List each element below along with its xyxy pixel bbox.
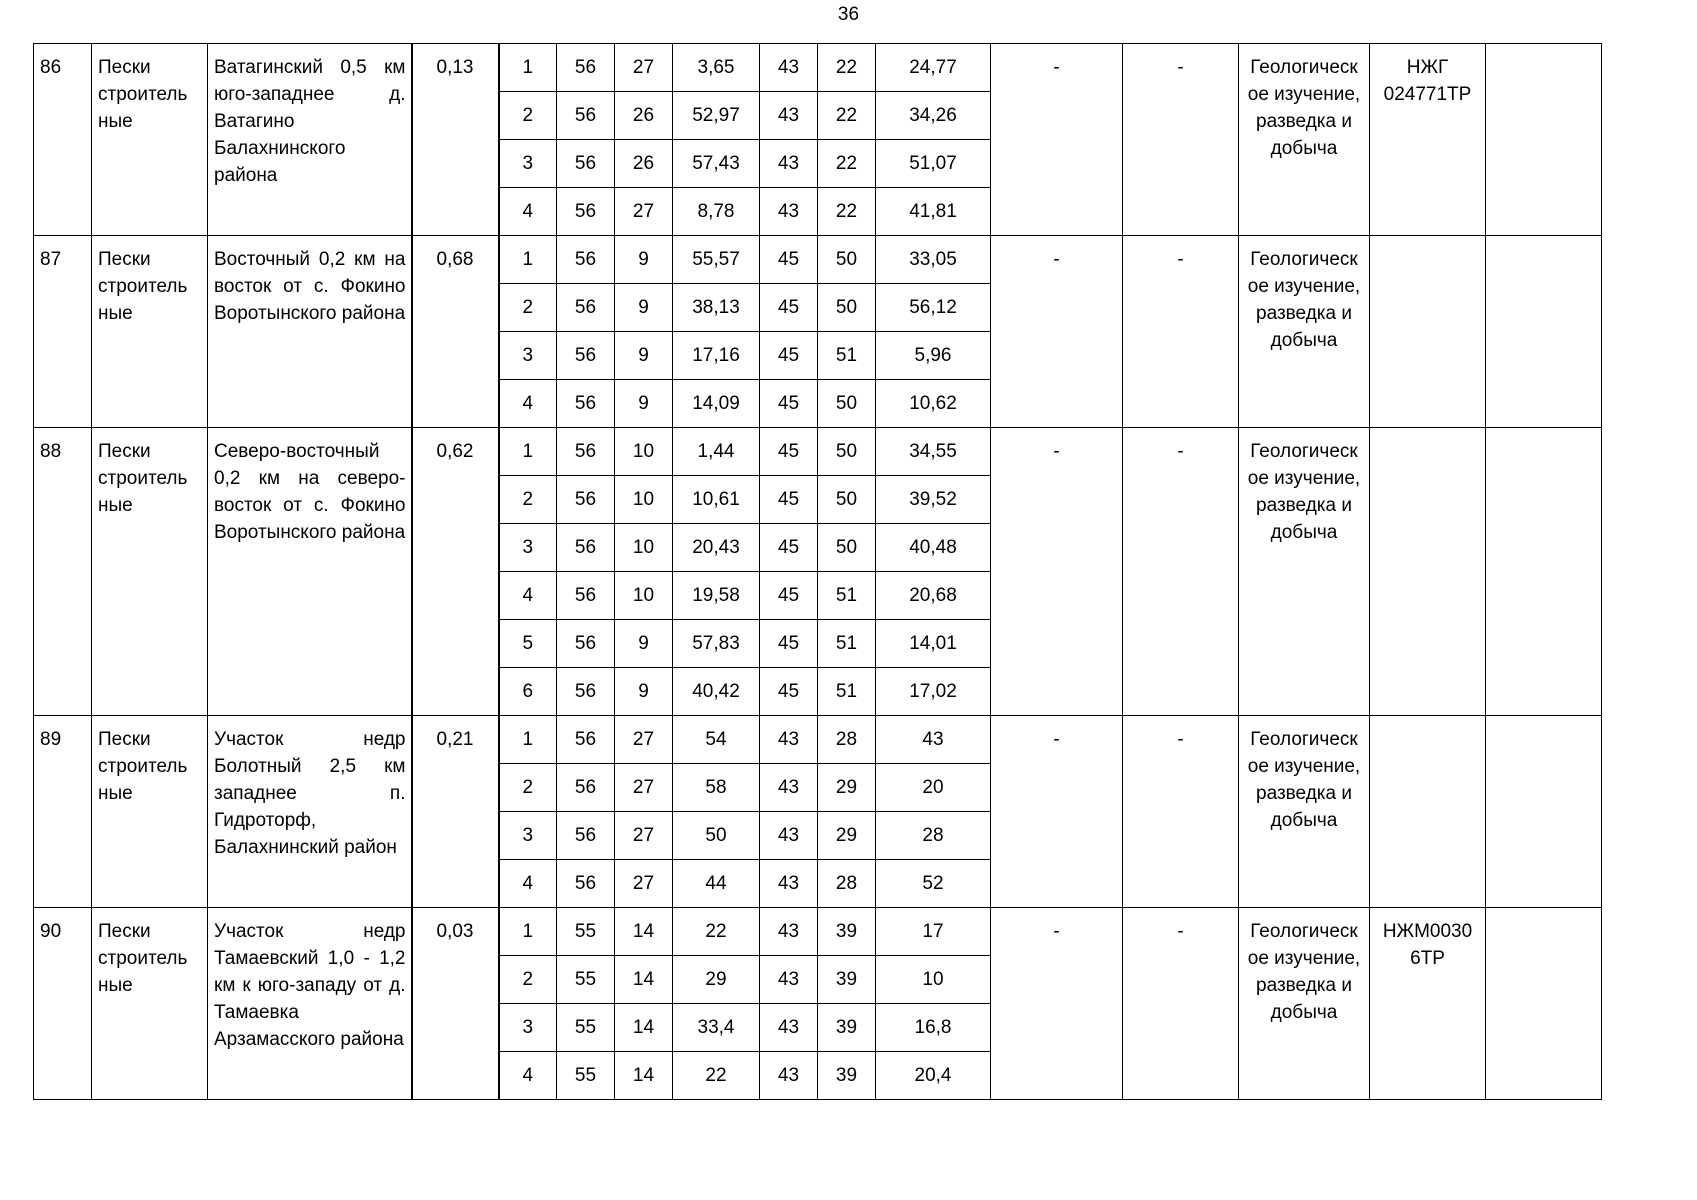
point-number-cell: 5 bbox=[499, 620, 557, 668]
purpose-cell: Геологическ ое изучение, разведка и добыча bbox=[1239, 44, 1370, 236]
site-name-cell: Участок недр Болотный 2,5 км западнее п. Гидроторф, Балахнинский район bbox=[208, 716, 412, 908]
coordinate-cell: 56 bbox=[557, 812, 615, 860]
coordinate-cell: 10 bbox=[615, 428, 673, 476]
notes-cell bbox=[1486, 44, 1602, 236]
coordinate-cell: 55 bbox=[557, 908, 615, 956]
site-name-cell: Северо-восточный 0,2 км на северо-восток от с. Фокино Воротынского района bbox=[208, 428, 412, 716]
coordinate-cell: 43 bbox=[760, 44, 818, 92]
coordinate-cell: 56 bbox=[557, 140, 615, 188]
coordinate-cell: 20 bbox=[876, 764, 991, 812]
coordinate-cell: 14,09 bbox=[673, 380, 760, 428]
coordinate-cell: 45 bbox=[760, 572, 818, 620]
coordinate-cell: 45 bbox=[760, 524, 818, 572]
coordinate-cell: 51,07 bbox=[876, 140, 991, 188]
area-cell: 0,03 bbox=[412, 908, 499, 1100]
coordinate-cell: 1,44 bbox=[673, 428, 760, 476]
coordinate-cell: 45 bbox=[760, 236, 818, 284]
point-number-cell: 2 bbox=[499, 476, 557, 524]
coordinate-cell: 17,16 bbox=[673, 332, 760, 380]
mineral-cell: Пески строитель ные bbox=[92, 428, 208, 716]
coordinate-cell: 43 bbox=[876, 716, 991, 764]
coordinate-cell: 27 bbox=[615, 764, 673, 812]
row-number-cell: 89 bbox=[34, 716, 92, 908]
coordinate-cell: 22 bbox=[818, 44, 876, 92]
coordinate-cell: 56 bbox=[557, 284, 615, 332]
coordinate-cell: 10 bbox=[615, 524, 673, 572]
coordinate-cell: 10 bbox=[615, 476, 673, 524]
coordinate-cell: 39 bbox=[818, 1052, 876, 1100]
coordinate-cell: 3,65 bbox=[673, 44, 760, 92]
coordinate-cell: 43 bbox=[760, 764, 818, 812]
coordinate-cell: 43 bbox=[760, 716, 818, 764]
coordinate-cell: 45 bbox=[760, 668, 818, 716]
empty-dash-cell: - bbox=[991, 908, 1123, 1100]
point-number-cell: 4 bbox=[499, 572, 557, 620]
coordinate-cell: 43 bbox=[760, 908, 818, 956]
coordinate-cell: 28 bbox=[876, 812, 991, 860]
coordinate-cell: 43 bbox=[760, 188, 818, 236]
coordinate-cell: 27 bbox=[615, 812, 673, 860]
coordinate-cell: 45 bbox=[760, 428, 818, 476]
coordinate-cell: 27 bbox=[615, 188, 673, 236]
empty-dash-cell: - bbox=[991, 716, 1123, 908]
coordinate-cell: 9 bbox=[615, 668, 673, 716]
mineral-cell: Пески строитель ные bbox=[92, 716, 208, 908]
table-row bbox=[34, 428, 1602, 476]
coordinate-cell: 50 bbox=[818, 476, 876, 524]
coordinate-cell: 33,4 bbox=[673, 1004, 760, 1052]
coordinate-cell: 38,13 bbox=[673, 284, 760, 332]
coordinate-cell: 52,97 bbox=[673, 92, 760, 140]
coordinate-cell: 24,77 bbox=[876, 44, 991, 92]
empty-dash-cell: - bbox=[1123, 44, 1239, 236]
site-name-cell: Участок недр Тамаевский 1,0 - 1,2 км к юго-западу от д. Тамаевка Арзамасского района bbox=[208, 908, 412, 1100]
empty-dash-cell: - bbox=[991, 428, 1123, 716]
coordinate-cell: 43 bbox=[760, 92, 818, 140]
coordinate-cell: 56 bbox=[557, 92, 615, 140]
coordinate-cell: 45 bbox=[760, 332, 818, 380]
purpose-cell: Геологическ ое изучение, разведка и добыча bbox=[1239, 236, 1370, 428]
coordinate-cell: 22 bbox=[818, 188, 876, 236]
coordinate-cell: 56 bbox=[557, 620, 615, 668]
coordinate-cell: 57,43 bbox=[673, 140, 760, 188]
point-number-cell: 3 bbox=[499, 332, 557, 380]
coordinate-cell: 58 bbox=[673, 764, 760, 812]
mineral-cell: Пески строитель ные bbox=[92, 908, 208, 1100]
coordinate-cell: 28 bbox=[818, 860, 876, 908]
point-number-cell: 1 bbox=[499, 428, 557, 476]
coordinate-cell: 56 bbox=[557, 236, 615, 284]
coordinate-cell: 56 bbox=[557, 668, 615, 716]
point-number-cell: 1 bbox=[499, 44, 557, 92]
coordinate-cell: 22 bbox=[673, 908, 760, 956]
page-number: 36 bbox=[837, 4, 860, 25]
coordinate-cell: 33,05 bbox=[876, 236, 991, 284]
coordinate-cell: 14,01 bbox=[876, 620, 991, 668]
coordinate-cell: 29 bbox=[818, 812, 876, 860]
coordinate-cell: 56 bbox=[557, 188, 615, 236]
coordinate-cell: 56 bbox=[557, 716, 615, 764]
point-number-cell: 4 bbox=[499, 1052, 557, 1100]
point-number-cell: 4 bbox=[499, 860, 557, 908]
point-number-cell: 2 bbox=[499, 956, 557, 1004]
coordinate-cell: 9 bbox=[615, 380, 673, 428]
coordinate-cell: 56 bbox=[557, 476, 615, 524]
coordinate-cell: 57,83 bbox=[673, 620, 760, 668]
site-name-cell: Ватагинский 0,5 км юго-западнее д. Ватагино Балахнинского района bbox=[208, 44, 412, 236]
coordinate-cell: 51 bbox=[818, 668, 876, 716]
license-cell bbox=[1370, 428, 1486, 716]
point-number-cell: 2 bbox=[499, 284, 557, 332]
coordinate-cell: 9 bbox=[615, 332, 673, 380]
coordinate-cell: 40,48 bbox=[876, 524, 991, 572]
purpose-cell: Геологическ ое изучение, разведка и добыча bbox=[1239, 908, 1370, 1100]
coordinate-cell: 9 bbox=[615, 236, 673, 284]
area-cell: 0,21 bbox=[412, 716, 499, 908]
empty-dash-cell: - bbox=[1123, 908, 1239, 1100]
table-row bbox=[34, 908, 1602, 956]
point-number-cell: 4 bbox=[499, 380, 557, 428]
empty-dash-cell: - bbox=[1123, 716, 1239, 908]
notes-cell bbox=[1486, 716, 1602, 908]
coordinate-cell: 5,96 bbox=[876, 332, 991, 380]
point-number-cell: 1 bbox=[499, 236, 557, 284]
area-cell: 0,13 bbox=[412, 44, 499, 236]
coordinate-cell: 41,81 bbox=[876, 188, 991, 236]
coordinate-cell: 43 bbox=[760, 140, 818, 188]
area-cell: 0,62 bbox=[412, 428, 499, 716]
coordinate-cell: 50 bbox=[818, 428, 876, 476]
coordinate-cell: 50 bbox=[673, 812, 760, 860]
coordinate-cell: 20,4 bbox=[876, 1052, 991, 1100]
coordinate-cell: 56 bbox=[557, 524, 615, 572]
coordinate-cell: 56 bbox=[557, 764, 615, 812]
point-number-cell: 6 bbox=[499, 668, 557, 716]
coordinate-cell: 26 bbox=[615, 140, 673, 188]
point-number-cell: 2 bbox=[499, 764, 557, 812]
row-number-cell: 87 bbox=[34, 236, 92, 428]
coordinate-cell: 9 bbox=[615, 620, 673, 668]
notes-cell bbox=[1486, 908, 1602, 1100]
notes-cell bbox=[1486, 428, 1602, 716]
coordinate-cell: 17 bbox=[876, 908, 991, 956]
coordinate-cell: 14 bbox=[615, 956, 673, 1004]
coordinate-cell: 22 bbox=[818, 140, 876, 188]
coordinate-cell: 56 bbox=[557, 428, 615, 476]
subsoil-sites-table bbox=[33, 43, 1602, 1100]
coordinate-cell: 51 bbox=[818, 572, 876, 620]
coordinate-cell: 34,55 bbox=[876, 428, 991, 476]
table-body bbox=[34, 44, 1602, 1100]
area-cell: 0,68 bbox=[412, 236, 499, 428]
coordinate-cell: 55 bbox=[557, 1004, 615, 1052]
coordinate-cell: 52 bbox=[876, 860, 991, 908]
table-row bbox=[34, 44, 1602, 92]
coordinate-cell: 56 bbox=[557, 380, 615, 428]
purpose-cell: Геологическ ое изучение, разведка и добыча bbox=[1239, 716, 1370, 908]
coordinate-cell: 40,42 bbox=[673, 668, 760, 716]
row-number-cell: 88 bbox=[34, 428, 92, 716]
coordinate-cell: 50 bbox=[818, 236, 876, 284]
empty-dash-cell: - bbox=[991, 236, 1123, 428]
license-cell bbox=[1370, 236, 1486, 428]
coordinate-cell: 55,57 bbox=[673, 236, 760, 284]
point-number-cell: 3 bbox=[499, 812, 557, 860]
notes-cell bbox=[1486, 236, 1602, 428]
coordinate-cell: 45 bbox=[760, 476, 818, 524]
mineral-cell: Пески строитель ные bbox=[92, 44, 208, 236]
point-number-cell: 3 bbox=[499, 524, 557, 572]
coordinate-cell: 39 bbox=[818, 1004, 876, 1052]
coordinate-cell: 27 bbox=[615, 860, 673, 908]
purpose-cell: Геологическ ое изучение, разведка и добыча bbox=[1239, 428, 1370, 716]
empty-dash-cell: - bbox=[991, 44, 1123, 236]
row-number-cell: 90 bbox=[34, 908, 92, 1100]
coordinate-cell: 10 bbox=[615, 572, 673, 620]
coordinate-cell: 43 bbox=[760, 860, 818, 908]
empty-dash-cell: - bbox=[1123, 236, 1239, 428]
coordinate-cell: 14 bbox=[615, 908, 673, 956]
site-name-cell: Восточный 0,2 км на восток от с. Фокино Воротынского района bbox=[208, 236, 412, 428]
coordinate-cell: 20,68 bbox=[876, 572, 991, 620]
table-row bbox=[34, 236, 1602, 284]
point-number-cell: 3 bbox=[499, 140, 557, 188]
coordinate-cell: 27 bbox=[615, 716, 673, 764]
coordinate-cell: 10 bbox=[876, 956, 991, 1004]
coordinate-cell: 10,61 bbox=[673, 476, 760, 524]
license-cell: НЖМ0030 6ТР bbox=[1370, 908, 1486, 1100]
coordinate-cell: 45 bbox=[760, 284, 818, 332]
coordinate-cell: 9 bbox=[615, 284, 673, 332]
coordinate-cell: 55 bbox=[557, 956, 615, 1004]
point-number-cell: 4 bbox=[499, 188, 557, 236]
coordinate-cell: 14 bbox=[615, 1004, 673, 1052]
coordinate-cell: 20,43 bbox=[673, 524, 760, 572]
coordinate-cell: 44 bbox=[673, 860, 760, 908]
coordinate-cell: 51 bbox=[818, 620, 876, 668]
coordinate-cell: 19,58 bbox=[673, 572, 760, 620]
coordinate-cell: 43 bbox=[760, 1004, 818, 1052]
coordinate-cell: 29 bbox=[818, 764, 876, 812]
point-number-cell: 2 bbox=[499, 92, 557, 140]
coordinate-cell: 43 bbox=[760, 956, 818, 1004]
coordinate-cell: 39,52 bbox=[876, 476, 991, 524]
coordinate-cell: 29 bbox=[673, 956, 760, 1004]
coordinate-cell: 55 bbox=[557, 1052, 615, 1100]
coordinate-cell: 43 bbox=[760, 812, 818, 860]
table-row bbox=[34, 716, 1602, 764]
coordinate-cell: 43 bbox=[760, 1052, 818, 1100]
coordinate-cell: 22 bbox=[673, 1052, 760, 1100]
coordinate-cell: 27 bbox=[615, 44, 673, 92]
empty-dash-cell: - bbox=[1123, 428, 1239, 716]
coordinate-cell: 54 bbox=[673, 716, 760, 764]
coordinate-cell: 14 bbox=[615, 1052, 673, 1100]
coordinate-cell: 22 bbox=[818, 92, 876, 140]
coordinate-cell: 26 bbox=[615, 92, 673, 140]
coordinate-cell: 10,62 bbox=[876, 380, 991, 428]
license-cell: НЖГ 024771ТР bbox=[1370, 44, 1486, 236]
point-number-cell: 1 bbox=[499, 908, 557, 956]
coordinate-cell: 50 bbox=[818, 524, 876, 572]
license-cell bbox=[1370, 716, 1486, 908]
coordinate-cell: 51 bbox=[818, 332, 876, 380]
coordinate-cell: 56 bbox=[557, 572, 615, 620]
point-number-cell: 3 bbox=[499, 1004, 557, 1052]
coordinate-cell: 28 bbox=[818, 716, 876, 764]
coordinate-cell: 56,12 bbox=[876, 284, 991, 332]
coordinate-cell: 56 bbox=[557, 44, 615, 92]
coordinate-cell: 50 bbox=[818, 380, 876, 428]
coordinate-cell: 56 bbox=[557, 332, 615, 380]
coordinate-cell: 45 bbox=[760, 620, 818, 668]
coordinate-cell: 39 bbox=[818, 956, 876, 1004]
row-number-cell: 86 bbox=[34, 44, 92, 236]
mineral-cell: Пески строитель ные bbox=[92, 236, 208, 428]
coordinate-cell: 45 bbox=[760, 380, 818, 428]
coordinate-cell: 50 bbox=[818, 284, 876, 332]
coordinate-cell: 34,26 bbox=[876, 92, 991, 140]
coordinate-cell: 8,78 bbox=[673, 188, 760, 236]
coordinate-cell: 39 bbox=[818, 908, 876, 956]
point-number-cell: 1 bbox=[499, 716, 557, 764]
coordinate-cell: 16,8 bbox=[876, 1004, 991, 1052]
coordinate-cell: 17,02 bbox=[876, 668, 991, 716]
coordinate-cell: 56 bbox=[557, 860, 615, 908]
